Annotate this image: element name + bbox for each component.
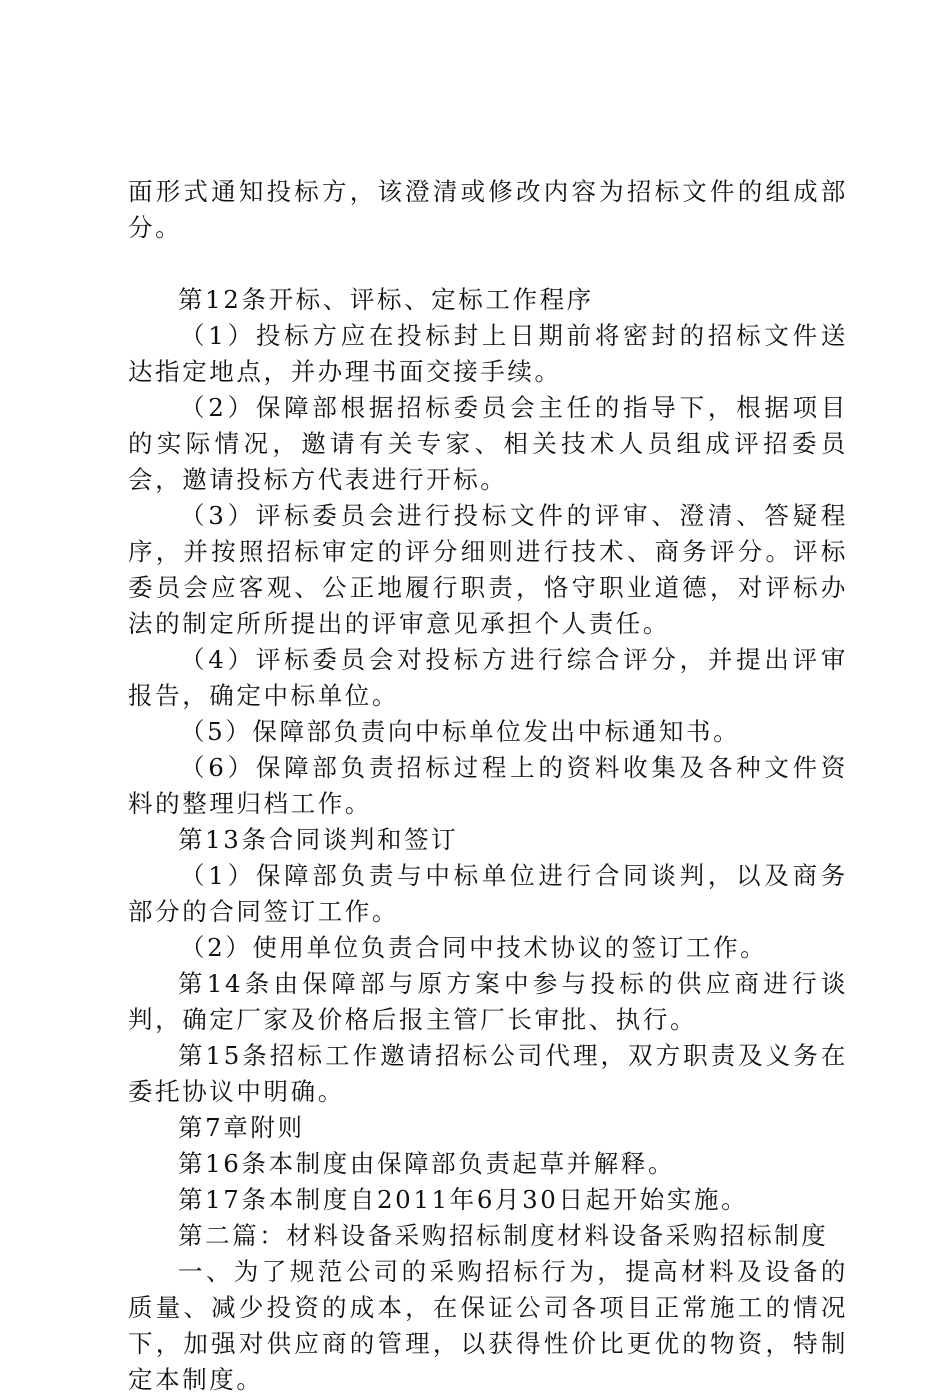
document-body <box>128 174 848 1398</box>
article-15: 第15条招标工作邀请招标公司代理，双方职责及义务在委托协议中明确。 <box>128 1041 848 1106</box>
article-12-item-3: （3）评标委员会进行投标文件的评审、澄清、答疑程序，并按照招标审定的评分细则进行技术、商务评分。评标委员会应客观、公正地履行职责，恪守职业道德，对评标办法的制定所所提出的评审意见承担个人责任。 <box>128 501 848 638</box>
article-16: 第16条本制度由保障部负责起草并解释。 <box>178 1149 676 1178</box>
article-12-item-5: （5）保障部负责向中标单位发出中标通知书。 <box>180 717 741 746</box>
article-13-heading: 第13条合同谈判和签订 <box>178 825 459 854</box>
part-2-section-1: 一、为了规范公司的采购招标行为，提高材料及设备的质量、减少投资的成本，在保证公司各项目正常施工的情况下，加强对供应商的管理，以获得性价比更优的物资，特制定本制度。 <box>128 1257 848 1394</box>
article-14: 第14条由保障部与原方案中参与投标的供应商进行谈判，确定厂家及价格后报主管厂长审批、执行。 <box>128 969 848 1034</box>
article-12-item-4: （4）评标委员会对投标方进行综合评分，并提出评审报告，确定中标单位。 <box>128 645 848 710</box>
part-2-heading: 第二篇：材料设备采购招标制度材料设备采购招标制度 <box>178 1221 829 1250</box>
chapter-7-heading: 第7章附则 <box>178 1113 305 1142</box>
paragraph-continuation: 面形式通知投标方，该澄清或修改内容为招标文件的组成部分。 <box>128 177 848 242</box>
article-13-item-2: （2）使用单位负责合同中技术协议的签订工作。 <box>180 933 768 962</box>
article-13-item-1: （1）保障部负责与中标单位进行合同谈判，以及商务部分的合同签订工作。 <box>128 861 848 926</box>
article-12-item-6: （6）保障部负责招标过程上的资料收集及各种文件资料的整理归档工作。 <box>128 753 848 818</box>
article-12-item-2: （2）保障部根据招标委员会主任的指导下，根据项目的实际情况，邀请有关专家、相关技术人员组成评招委员会，邀请投标方代表进行开标。 <box>128 393 848 494</box>
article-12-heading: 第12条开标、评标、定标工作程序 <box>178 285 594 314</box>
article-12-item-1: （1）投标方应在投标封上日期前将密封的招标文件送达指定地点，并办理书面交接手续。 <box>128 321 848 386</box>
article-17: 第17条本制度自2011年6月30日起开始实施。 <box>178 1185 749 1214</box>
